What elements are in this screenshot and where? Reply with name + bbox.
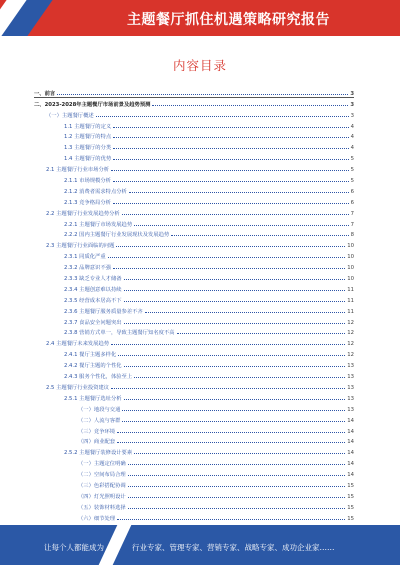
toc-entry-text: 2.1.2 消费者需求特点分析 xyxy=(64,188,127,195)
toc-page-number: 13 xyxy=(347,384,354,391)
toc-entry-text: 一、前言 xyxy=(34,90,56,97)
toc-page-number: 12 xyxy=(347,352,354,359)
toc-page-number: 10 xyxy=(347,265,354,272)
toc-page-number: 13 xyxy=(347,363,354,370)
toc-leader-dots xyxy=(124,301,346,302)
toc-entry-text: （二）人流与客群 xyxy=(78,417,121,424)
toc-entry-text: 2.3.3 缺乏专业人才储备 xyxy=(64,276,122,283)
toc-leader-dots xyxy=(117,519,345,520)
toc-page-number: 4 xyxy=(350,145,354,152)
toc-entry[interactable] xyxy=(34,347,354,358)
toc-entry-text: 二、2023-2028年主题餐厅市场前景及趋势预测 xyxy=(34,101,151,108)
toc-leader-dots xyxy=(113,181,349,182)
toc-page-number: 10 xyxy=(347,243,354,250)
toc-entry[interactable] xyxy=(34,260,354,271)
toc-entry[interactable] xyxy=(34,358,354,369)
toc-entry[interactable] xyxy=(34,467,354,478)
toc-entry-text: 1.2 主题餐厅的特点 xyxy=(64,134,112,141)
toc-entry[interactable] xyxy=(34,315,354,326)
toc-page-number: 13 xyxy=(347,374,354,381)
toc-entry-text: （三）色彩搭配协调 xyxy=(78,482,126,489)
toc-entry[interactable] xyxy=(34,489,354,500)
toc-entry[interactable] xyxy=(34,445,354,456)
toc-leader-dots xyxy=(122,421,345,422)
toc-page-number: 3 xyxy=(350,112,354,119)
toc-page-number: 15 xyxy=(347,482,354,489)
toc-leader-dots xyxy=(113,159,348,160)
toc-entry-text: 1.4 主题餐厅的优势 xyxy=(64,156,112,163)
toc-page-number: 12 xyxy=(347,319,354,326)
toc-page-number: 5 xyxy=(350,167,354,174)
toc-leader-dots xyxy=(96,116,349,117)
toc-leader-dots xyxy=(116,246,345,247)
toc-leader-dots xyxy=(122,214,349,215)
toc-leader-dots xyxy=(129,192,349,193)
toc-leader-dots xyxy=(117,442,345,443)
toc-entry[interactable] xyxy=(34,238,354,249)
toc-entry[interactable] xyxy=(34,402,354,413)
toc-entry-text: （三）竞争环境 xyxy=(78,428,116,435)
toc-entry-text: 2.5.2 主题餐厅装修设计要素 xyxy=(64,450,133,457)
toc-leader-dots xyxy=(113,268,345,269)
toc-page-number: 5 xyxy=(350,156,354,163)
toc-page-number: 14 xyxy=(347,472,354,479)
toc-entry-text: 2.1.3 竞争格局分析 xyxy=(64,199,111,206)
toc-entry[interactable] xyxy=(34,97,354,108)
toc-entry[interactable] xyxy=(34,500,354,511)
toc-page-number: 6 xyxy=(350,188,354,195)
toc-entry-text: 2.4.1 餐厅主题多样化 xyxy=(64,352,117,359)
toc-entry[interactable] xyxy=(34,369,354,380)
toc-leader-dots xyxy=(57,94,348,95)
toc-leader-dots xyxy=(128,464,346,465)
toc-page-number: 11 xyxy=(347,308,354,315)
toc-leader-dots xyxy=(113,137,348,138)
toc-entry[interactable] xyxy=(34,195,354,206)
toc-leader-dots xyxy=(128,486,346,487)
toc-page-number: 15 xyxy=(347,504,354,511)
toc-page-number: 4 xyxy=(350,123,354,130)
toc-entry[interactable] xyxy=(34,151,354,162)
toc-page-number: 15 xyxy=(347,515,354,522)
toc-page-number: 7 xyxy=(350,221,354,228)
toc-entry-text: （四）灯光照明设计 xyxy=(78,493,126,500)
toc-page-number: 11 xyxy=(347,286,354,293)
toc-entry-text: 2.2.1 主题餐厅市场发展趋势 xyxy=(64,221,133,228)
toc-entry[interactable] xyxy=(34,86,354,97)
toc-leader-dots xyxy=(128,475,346,476)
toc-entry-text: 2.3.8 营销方式单一，导致主题餐厅知名度不高 xyxy=(64,330,175,337)
toc-leader-dots xyxy=(124,366,346,367)
toc-page-number: 12 xyxy=(347,341,354,348)
toc-entry-text: （一）主题餐厅概述 xyxy=(46,112,94,119)
toc-entry-text: 2.3.2 品牌意识不强 xyxy=(64,265,111,272)
toc-entry-text: 2.5.1 主题餐厅选址分析 xyxy=(64,395,122,402)
toc-page-number: 14 xyxy=(347,417,354,424)
toc-leader-dots xyxy=(124,399,346,400)
toc-entry-text: 2.2 主题餐厅行业发展趋势分析 xyxy=(46,210,120,217)
toc-page-number: 13 xyxy=(347,406,354,413)
toc-entry[interactable] xyxy=(34,162,354,173)
toc-entry[interactable] xyxy=(34,228,354,239)
toc-entry[interactable] xyxy=(34,249,354,260)
toc-entry-text: 2.4.2 餐厅主题的个性化 xyxy=(64,363,122,370)
toc-entry-text: 2.1 主题餐厅行业市场分析 xyxy=(46,167,110,174)
toc-entry-text: （六）细节处理 xyxy=(78,515,116,522)
toc-leader-dots xyxy=(111,170,349,171)
table-of-contents xyxy=(34,86,354,522)
toc-entry[interactable] xyxy=(34,304,354,315)
toc-entry-text: 2.3.6 主题餐厅服务质量参差不齐 xyxy=(64,308,143,315)
toc-title: 内容目录 xyxy=(172,58,227,73)
toc-entry[interactable] xyxy=(34,326,354,337)
toc-leader-dots xyxy=(152,105,348,106)
report-title: 主题餐厅抓住机遇策略研究报告 xyxy=(127,12,330,28)
toc-entry-text: 2.2.2 国内主题餐厅行业发展现状及发展趋势 xyxy=(64,232,170,239)
toc-entry[interactable] xyxy=(34,206,354,217)
toc-page-number: 15 xyxy=(347,493,354,500)
toc-entry-text: 2.3.5 经营成本居高不下 xyxy=(64,297,122,304)
toc-page-number: 10 xyxy=(347,254,354,261)
toc-entry[interactable] xyxy=(34,424,354,435)
header-band xyxy=(0,0,400,36)
toc-page-number: 13 xyxy=(347,395,354,402)
toc-entry[interactable] xyxy=(34,293,354,304)
toc-leader-dots xyxy=(124,279,346,280)
toc-entry[interactable] xyxy=(34,271,354,282)
toc-page-number: 3 xyxy=(350,101,354,108)
toc-leader-dots xyxy=(134,225,348,226)
toc-page-number: 8 xyxy=(350,232,354,239)
toc-entry-text: （一）主题定位明确 xyxy=(78,461,126,468)
toc-entry-text: 2.3.7 食品安全问题突出 xyxy=(64,319,122,326)
toc-leader-dots xyxy=(113,127,348,128)
toc-entry[interactable] xyxy=(34,456,354,467)
toc-entry-text: 2.1.1 市场规模分析 xyxy=(64,178,111,185)
footer-roles: 行业专家、管理专家、营销专家、战略专家、成功企业家…… xyxy=(132,543,335,552)
toc-leader-dots xyxy=(117,432,345,433)
footer-slogan: 让每个人都能成为 xyxy=(44,543,104,552)
toc-page-number: 12 xyxy=(347,330,354,337)
toc-entry[interactable] xyxy=(34,140,354,151)
toc-leader-dots xyxy=(124,290,346,291)
toc-page-number: 11 xyxy=(347,297,354,304)
toc-entry-text: 2.4 主题餐厅未来发展趋势 xyxy=(46,341,110,348)
toc-page-number: 3 xyxy=(350,90,354,97)
toc-entry-text: 2.4.3 服务个性化，体验至上 xyxy=(64,374,133,381)
toc-page-number: 14 xyxy=(347,450,354,457)
toc-entry-text: （二）空间布局合理 xyxy=(78,472,126,479)
toc-entry-text: 2.5 主题餐厅行业投资建议 xyxy=(46,384,110,391)
toc-entry[interactable] xyxy=(34,130,354,141)
toc-leader-dots xyxy=(113,148,348,149)
toc-leader-dots xyxy=(118,355,345,356)
toc-entry-text: 1.3 主题餐厅的分类 xyxy=(64,145,112,152)
toc-entry-text: 1.1 主题餐厅的定义 xyxy=(64,123,112,130)
toc-page-number: 7 xyxy=(350,210,354,217)
toc-leader-dots xyxy=(111,344,345,345)
toc-leader-dots xyxy=(111,388,345,389)
toc-leader-dots xyxy=(134,377,345,378)
toc-page-number: 14 xyxy=(347,428,354,435)
toc-leader-dots xyxy=(113,203,349,204)
toc-entry[interactable] xyxy=(34,173,354,184)
toc-entry[interactable] xyxy=(34,413,354,424)
toc-leader-dots xyxy=(128,497,346,498)
toc-leader-dots xyxy=(171,235,348,236)
toc-entry-text: （一）地段与交通 xyxy=(78,406,121,413)
toc-entry[interactable] xyxy=(34,336,354,347)
toc-leader-dots xyxy=(177,333,346,334)
toc-entry-text: （五）装饰材料选择 xyxy=(78,504,126,511)
toc-leader-dots xyxy=(124,323,346,324)
toc-entry-text: 2.3.4 主题创意难以持续 xyxy=(64,286,122,293)
toc-entry[interactable] xyxy=(34,108,354,119)
toc-page-number: 4 xyxy=(350,134,354,141)
toc-page-number: 6 xyxy=(350,199,354,206)
toc-entry[interactable] xyxy=(34,478,354,489)
toc-page-number: 14 xyxy=(347,461,354,468)
toc-entry[interactable] xyxy=(34,217,354,228)
toc-page-number: 5 xyxy=(350,178,354,185)
toc-entry[interactable] xyxy=(34,119,354,130)
toc-leader-dots xyxy=(108,257,346,258)
toc-leader-dots xyxy=(134,453,345,454)
toc-entry-text: 2.3.1 同质化严重 xyxy=(64,254,106,261)
toc-entry[interactable] xyxy=(34,184,354,195)
toc-leader-dots xyxy=(128,508,346,509)
toc-entry[interactable] xyxy=(34,435,354,446)
toc-page-number: 14 xyxy=(347,439,354,446)
toc-entry[interactable] xyxy=(34,391,354,402)
toc-entry-text: 2.3 主题餐厅行业面临的问题 xyxy=(46,243,115,250)
toc-entry-text: （四）商业配套 xyxy=(78,439,116,446)
toc-leader-dots xyxy=(122,410,345,411)
toc-page-number: 10 xyxy=(347,276,354,283)
toc-entry[interactable] xyxy=(34,511,354,522)
toc-entry[interactable] xyxy=(34,380,354,391)
footer-band xyxy=(0,525,400,565)
toc-leader-dots xyxy=(145,312,346,313)
toc-entry[interactable] xyxy=(34,282,354,293)
